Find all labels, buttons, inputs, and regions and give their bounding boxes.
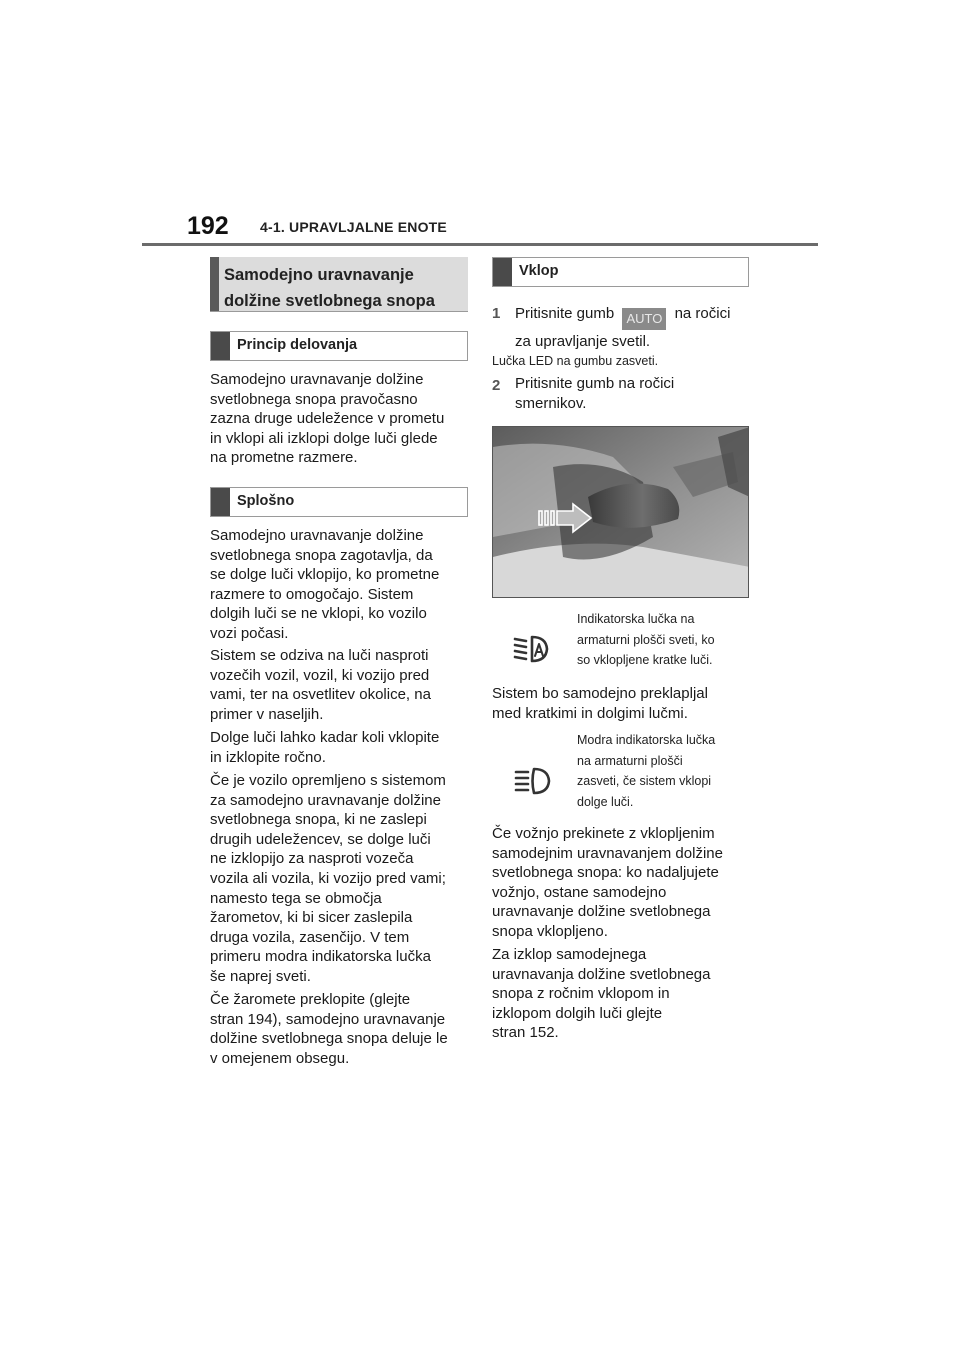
text-line: svetlobnega snopa, ki ne zaslepi bbox=[210, 811, 427, 829]
text-line: Če je vozilo opremljeno s sistemom bbox=[210, 772, 446, 789]
main-heading bbox=[210, 257, 468, 312]
text-line: svetlobnega snopa: ko nadaljujete bbox=[492, 864, 719, 882]
heading-bar bbox=[211, 332, 230, 360]
principle-heading-text: Princip delovanja bbox=[237, 337, 358, 353]
header-divider bbox=[142, 243, 818, 246]
step-number: 2 bbox=[492, 377, 501, 394]
section-title: 4-1. UPRAVLJALNE ENOTE bbox=[260, 219, 447, 235]
step-1-post: na ročici bbox=[674, 305, 731, 322]
text-line: Če vožnjo prekinete z vklopljenim bbox=[492, 825, 715, 842]
auto-button-icon: AUTO bbox=[622, 308, 666, 330]
text-line: dolgih luči se ne vklopi, ko vozilo bbox=[210, 605, 427, 623]
text-line: Sistem se odziva na luči nasproti bbox=[210, 647, 429, 664]
text-line: snopa z ročnim vklopom in bbox=[492, 985, 670, 1003]
text-line: razmere to omogočajo. Sistem bbox=[210, 585, 414, 603]
on-heading-text: Vklop bbox=[519, 263, 559, 279]
principle-heading bbox=[210, 331, 468, 361]
text-line: uravnavanja dolžine svetlobnega bbox=[492, 965, 711, 983]
text-line: vozi počasi. bbox=[210, 624, 289, 642]
text-line: primer v naseljih. bbox=[210, 705, 324, 723]
text-line: ne izklopijo za nasproti vozeča bbox=[210, 850, 414, 868]
stalk-photo bbox=[492, 426, 749, 598]
text-line: za samodejno uravnavanje dolžine bbox=[210, 791, 441, 809]
text-line: zasveti, če sistem vklopi bbox=[577, 774, 712, 788]
text-line: stran 194), samodejno uravnavanje bbox=[210, 1010, 446, 1028]
text-line: Indikatorska lučka na bbox=[577, 612, 695, 626]
text-line: Dolge luči lahko kadar koli vklopite bbox=[210, 729, 440, 746]
general-heading-text: Splošno bbox=[237, 493, 295, 509]
text-line: dolžine svetlobnega snopa deluje le bbox=[210, 1030, 448, 1048]
switch-paragraph bbox=[492, 684, 708, 723]
main-heading-text bbox=[224, 262, 435, 314]
indicator-2-caption bbox=[577, 730, 715, 812]
on-heading bbox=[492, 257, 749, 287]
text-line: zazna druge udeležence v prometu bbox=[210, 410, 445, 428]
text-line: vozečih vozil, vozil, ki vozijo pred bbox=[210, 666, 430, 684]
text-line: se dolge luči vklopijo, ko prometne bbox=[210, 566, 440, 584]
text-line: vožnjo, ostane samodejno bbox=[492, 883, 667, 901]
heading-bar bbox=[493, 258, 512, 286]
text-line: še naprej sveti. bbox=[210, 967, 311, 985]
text-line: žarometov, ki bi sicer zaslepila bbox=[210, 909, 413, 927]
step-1-text bbox=[515, 302, 730, 353]
text-line: dolge luči. bbox=[577, 794, 634, 809]
text-line: namesto tega se območja bbox=[210, 889, 382, 907]
text-line: Za izklop samodejnega bbox=[492, 946, 647, 963]
resume-paragraph bbox=[492, 824, 723, 942]
text-line: izklopom dolgih luči glejte bbox=[492, 1004, 663, 1022]
page-number: 192 bbox=[187, 212, 229, 240]
text-line: svetlobnega snopa zagotavlja, da bbox=[210, 546, 433, 564]
general-paragraph-2 bbox=[210, 646, 431, 724]
text-line: svetlobnega snopa pravočasno bbox=[210, 390, 418, 408]
general-heading bbox=[210, 487, 468, 517]
text-line: in vklopi ali izklopi dolge luči glede bbox=[210, 429, 438, 447]
indicator-1-caption bbox=[577, 609, 715, 671]
text-line: in izklopite ročno. bbox=[210, 748, 326, 766]
text-line: v omejenem obsegu. bbox=[210, 1049, 350, 1067]
step-2-line1: Pritisnite gumb na ročici bbox=[515, 375, 675, 392]
general-paragraph-4 bbox=[210, 771, 446, 987]
text-line: vozila ali vozila, ki vozijo pred vami; bbox=[210, 869, 446, 887]
text-line: Modra indikatorska lučka bbox=[577, 733, 716, 747]
text-line: Samodejno uravnavanje dolžine bbox=[210, 527, 424, 544]
step-2-line2: smernikov. bbox=[515, 395, 587, 412]
text-line: samodejnim uravnavanjem dolžine bbox=[492, 844, 723, 862]
text-line: uravnavanje dolžine svetlobnega bbox=[492, 903, 711, 921]
main-heading-line2: dolžine svetlobnega snopa bbox=[224, 292, 435, 310]
principle-paragraph bbox=[210, 370, 444, 468]
general-paragraph-3 bbox=[210, 728, 439, 767]
text-line: drugih udeležencev, se dolge luči bbox=[210, 830, 431, 848]
text-line: Sistem bo samodejno preklapljal bbox=[492, 685, 708, 702]
text-line: snopa vklopljeno. bbox=[492, 922, 608, 940]
text-line: Če žaromete preklopite (glejte bbox=[210, 991, 411, 1008]
general-paragraph-5 bbox=[210, 990, 448, 1068]
led-note: Lučka LED na gumbu zasveti. bbox=[492, 354, 659, 368]
text-line: druga vozila, zasenčijo. V tem bbox=[210, 928, 410, 946]
text-line: na armaturni plošči bbox=[577, 753, 683, 768]
low-beam-auto-icon bbox=[512, 634, 552, 669]
main-heading-line1: Samodejno uravnavanje bbox=[224, 266, 414, 284]
text-line: so vklopljene kratke luči. bbox=[577, 653, 713, 667]
step-1-line2: za upravljanje svetil. bbox=[515, 333, 651, 350]
text-line: armaturni plošči sveti, ko bbox=[577, 632, 715, 647]
text-line: Samodejno uravnavanje dolžine bbox=[210, 371, 424, 388]
text-line: stran 152. bbox=[492, 1024, 559, 1042]
text-line: med kratkimi in dolgimi lučmi. bbox=[492, 704, 688, 722]
text-line: primeru modra indikatorska lučka bbox=[210, 948, 431, 966]
step-1-pre: Pritisnite gumb bbox=[515, 305, 615, 322]
general-paragraph-1 bbox=[210, 526, 439, 644]
heading-bar bbox=[210, 257, 219, 311]
step-2-text bbox=[515, 374, 674, 414]
text-line: vami, ter na osvetlitev okolice, na bbox=[210, 686, 431, 704]
text-line: na prometne razmere. bbox=[210, 449, 358, 467]
step-number: 1 bbox=[492, 305, 501, 322]
off-paragraph bbox=[492, 945, 711, 1043]
stalk-illustration bbox=[493, 427, 749, 598]
high-beam-icon bbox=[513, 766, 553, 801]
heading-bar bbox=[211, 488, 230, 516]
